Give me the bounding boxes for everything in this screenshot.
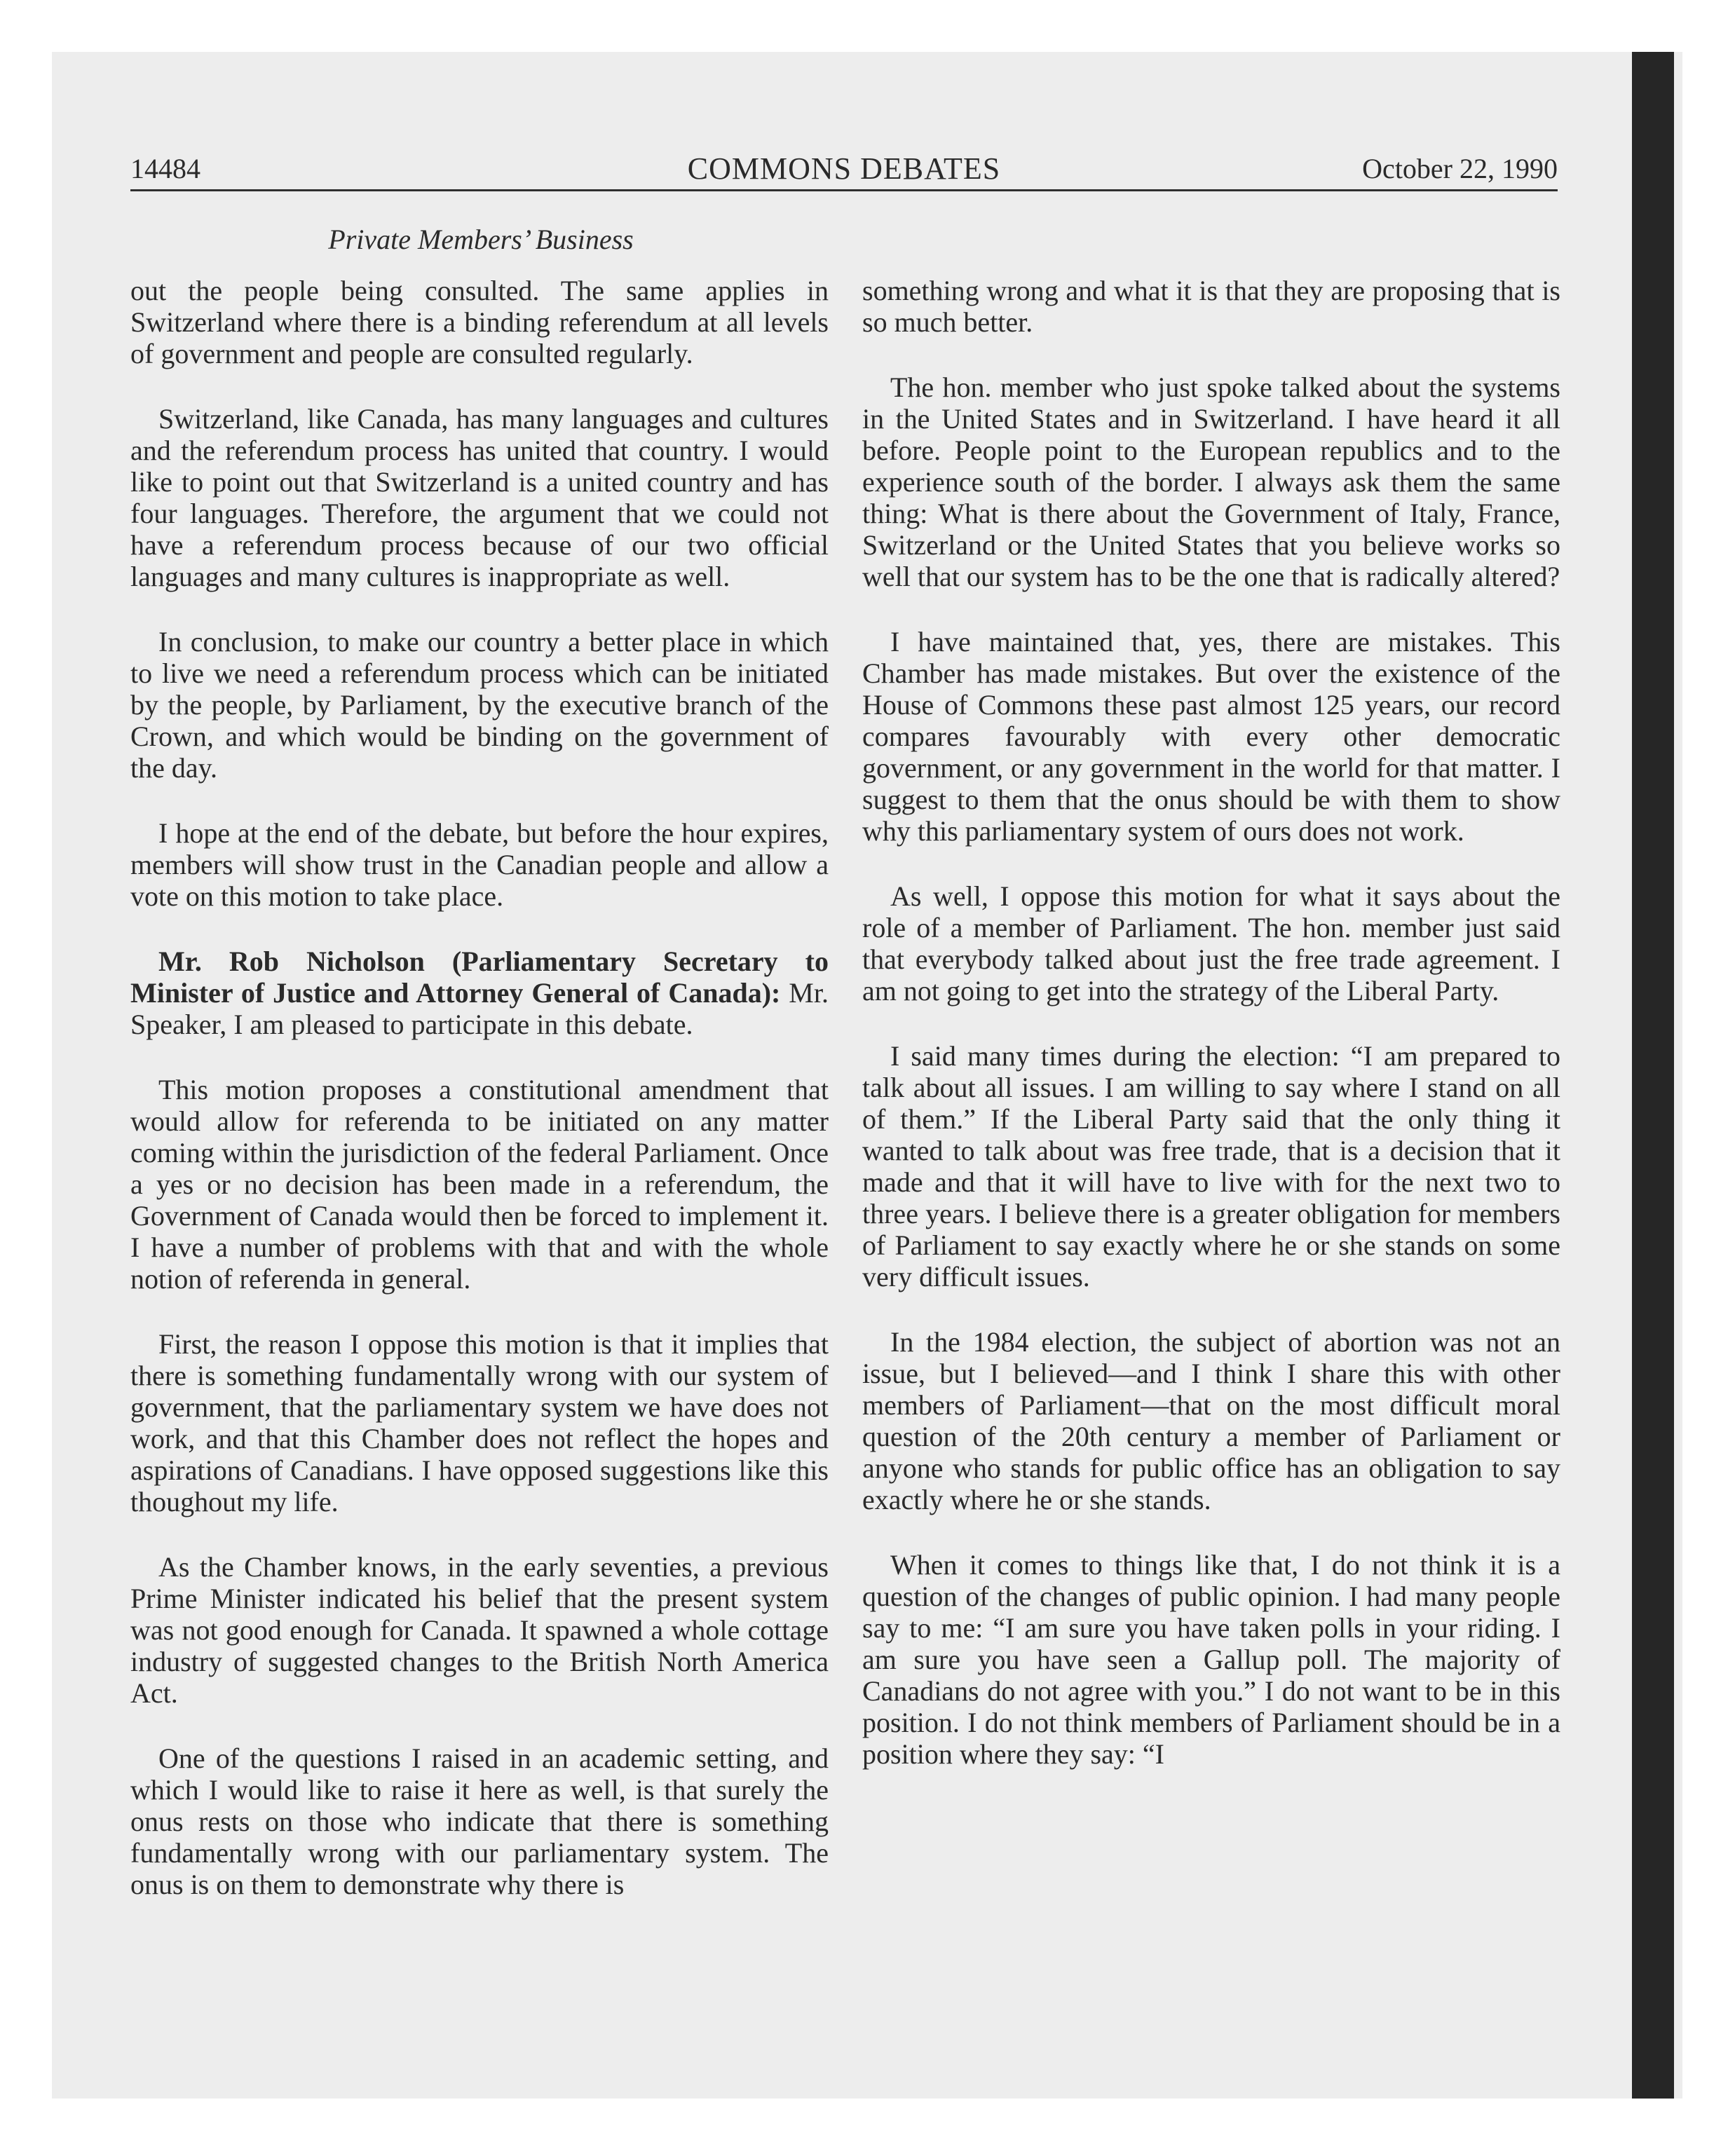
page-number: 14484	[130, 153, 200, 184]
paragraph: I said many times during the election: “I am prepared to talk about all issues. I am willing to say where I stand on all of them.” If the Liberal Party said that the only thing it wanted to talk about was free trade, that is a decision that it made and that it will have to live with for the next two to three years. I believe there is a greater obligation for members of Parliament to say exactly where he or she stands on some very difficult issues.	[862, 1040, 1560, 1292]
paragraph: I have maintained that, yes, there are mistakes. This Chamber has made mistakes. But over the existence of the House of Commons these past almost 125 years, our record compares favourably with every other democratic government, or any government in the world for that matter. I suggest to them that the onus should be with them to show why this parliamentary system of ours does not work.	[862, 626, 1560, 847]
paragraph: something wrong and what it is that they are proposing that is so much better.	[862, 275, 1560, 338]
speaker-paragraph	[130, 946, 829, 1040]
speaker-name: Mr. Rob Nicholson (Parliamentary Secretary to Minister of Justice and Attorney General of Canada):	[130, 946, 829, 1009]
paragraph: First, the reason I oppose this motion is that it implies that there is something fundamentally wrong with our system of government, that the parliamentary system we have does not work, and that this Chamber does not reflect the hopes and aspirations of Canadians. I have opposed suggestions like this thoughout my life.	[130, 1328, 829, 1517]
publication-title: COMMONS DEBATES	[687, 151, 1001, 186]
paragraph: In the 1984 election, the subject of abortion was not an issue, but I believed—and I think I share this with other members of Parliament—that on the most difficult moral question of the 20th century a member of Parliament or anyone who stands for public office has an obligation to say exactly where he or she stands.	[862, 1326, 1560, 1515]
paragraph: In conclusion, to make our country a better place in which to live we need a referendum process which can be initiated by the people, by Parliament, by the executive branch of the Crown, and which would be binding on the government of the day.	[130, 626, 829, 784]
section-title: Private Members’ Business	[328, 224, 634, 255]
paragraph: One of the questions I raised in an academic setting, and which I would like to raise it here as well, is that surely the onus rests on those who indicate that there is something fundamentally wrong with our parliamentary system. The onus is on them to demonstrate why there is	[130, 1742, 829, 1900]
paragraph: As well, I oppose this motion for what it says about the role of a member of Parliament. The hon. member just said that everybody talked about just the free trade agreement. I am not going to get into the strategy of the Liberal Party.	[862, 880, 1560, 1007]
paragraph: Switzerland, like Canada, has many languages and cultures and the referendum process has united that country. I would like to point out that Switzerland is a united country and has four languages. Therefore, the argument that we could not have a referendum process because of our two official languages and many cultures is inappropriate as well.	[130, 403, 829, 592]
publication-date: October 22, 1990	[1362, 153, 1558, 184]
scan-binding-edge	[1632, 52, 1674, 2099]
paragraph: I hope at the end of the debate, but before the hour expires, members will show trust in the Canadian people and allow a vote on this motion to take place.	[130, 817, 829, 912]
speech-text: Mr. Speaker, I am pleased to participate in this debate.	[130, 977, 829, 1040]
right-column	[862, 275, 1560, 1803]
paragraph: out the people being consulted. The same applies in Switzerland where there is a binding referendum at all levels of government and people are consulted regularly.	[130, 275, 829, 369]
paragraph: This motion proposes a constitutional amendment that would allow for referenda to be initiated on any matter coming within the jurisdiction of the federal Parliament. Once a yes or no decision has been made in a referendum, the Government of Canada would then be forced to implement it. I have a number of problems with that and with the whole notion of referenda in general.	[130, 1074, 829, 1295]
paragraph: As the Chamber knows, in the early seventies, a previous Prime Minister indicated his belief that the present system was not good enough for Canada. It spawned a whole cottage industry of suggested changes to the British North America Act.	[130, 1551, 829, 1709]
paragraph: The hon. member who just spoke talked about the systems in the United States and in Switzerland. I have heard it all before. People point to the European republics and to the experience south of the border. I always ask them the same thing: What is there about the Government of Italy, France, Switzerland or the United States that you believe works so well that our system has to be the one that is radically altered?	[862, 371, 1560, 592]
left-column	[130, 275, 829, 1934]
header-rule	[130, 189, 1558, 191]
paragraph: When it comes to things like that, I do not think it is a question of the changes of public opinion. I had many people say to me: “I am sure you have taken polls in your riding. I am sure you have seen a Gallup poll. The majority of Canadians do not agree with you.” I do not want to be in this position. I do not think members of Parliament should be in a position where they say: “I	[862, 1549, 1560, 1770]
page-header	[130, 140, 1558, 191]
